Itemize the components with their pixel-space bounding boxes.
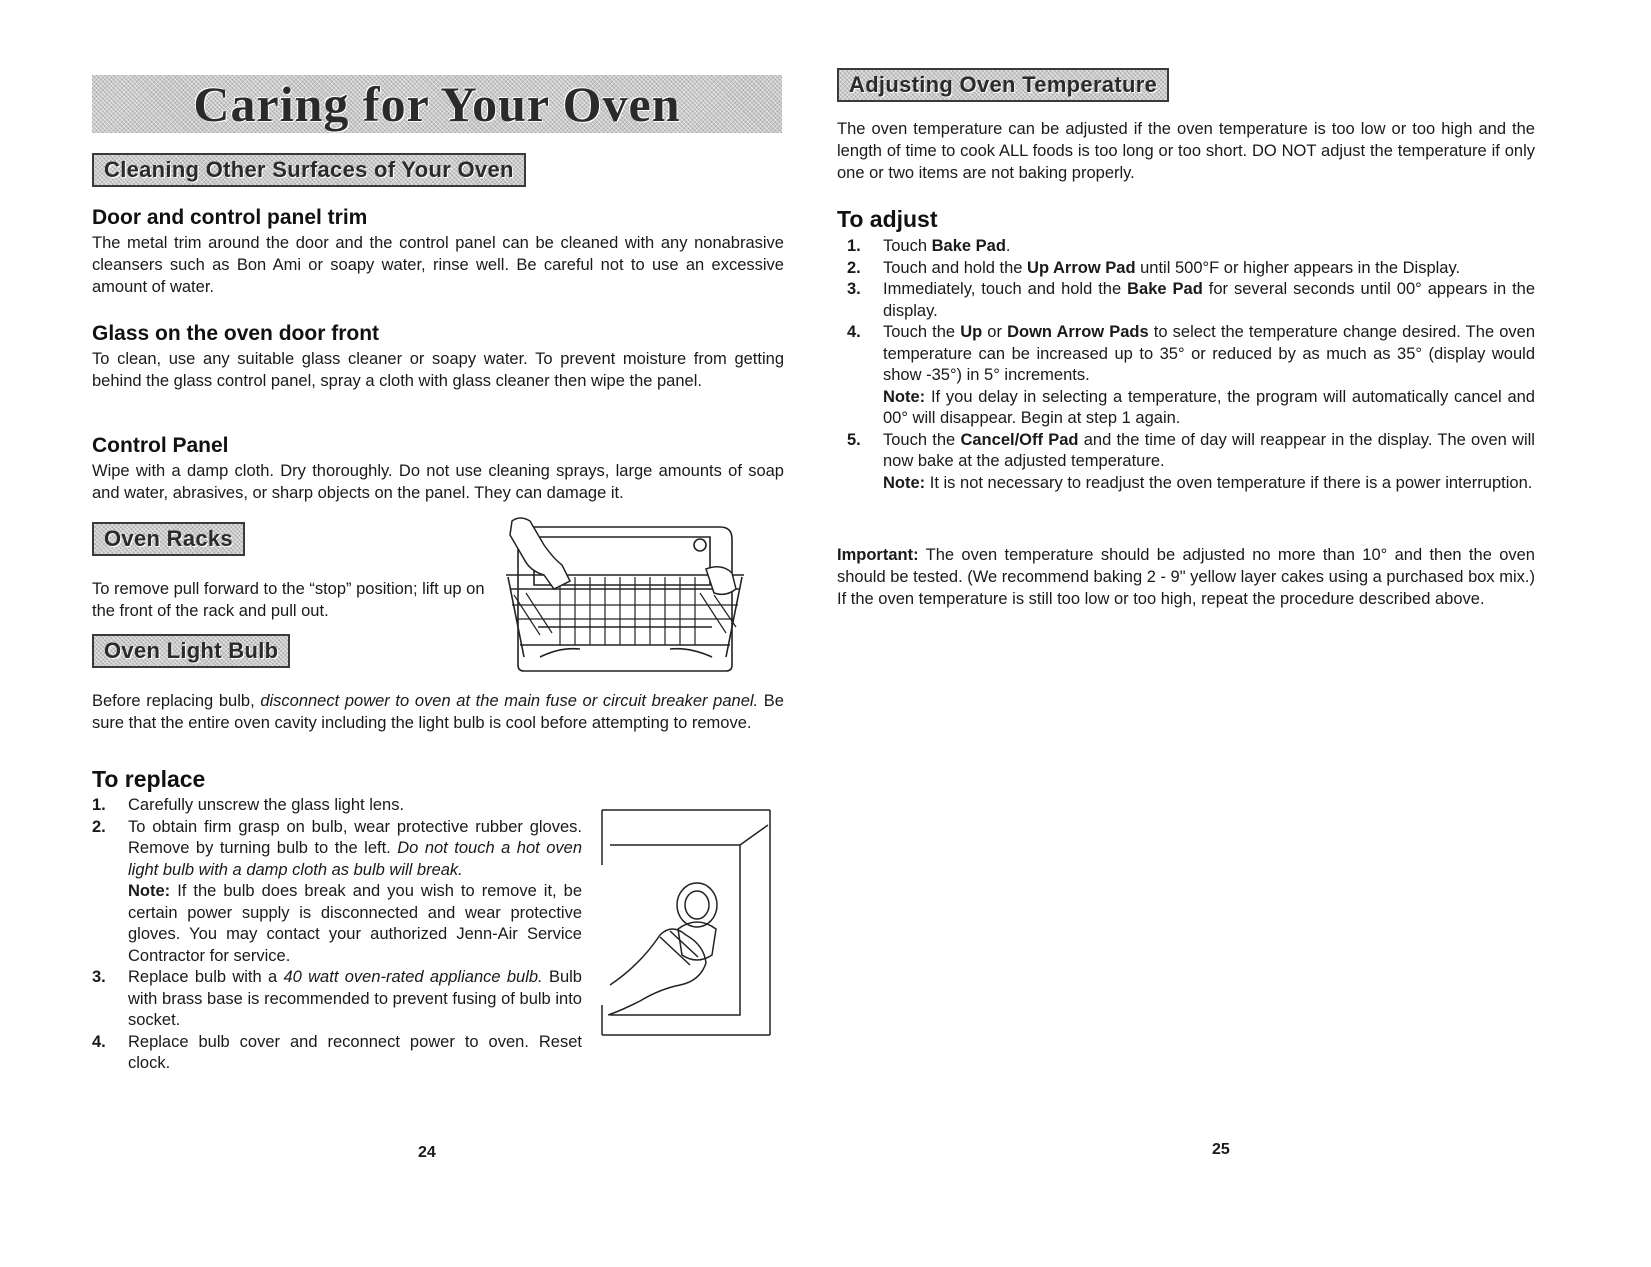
step-number: 3.: [92, 968, 106, 986]
up-arrow-pad-ref: Up Arrow Pad: [1027, 258, 1136, 277]
step-text-end: .: [1005, 237, 1011, 255]
page-title-banner: [92, 75, 782, 133]
list-item: [847, 322, 1535, 430]
step-text: To obtain firm grasp on bulb, wear protective rubber gloves. Remove by turning bulb to the left.: [128, 817, 582, 857]
bulb-intro: [92, 690, 784, 734]
step-text-end: to select the temperature change desired. The oven temperature can be increased up to 35° or reduced by as much as 35° (display would show -35°) in 5° increments.: [883, 323, 1535, 384]
step-text: Bulb with brass base is recommended to prevent fusing of bulb into socket.: [128, 968, 582, 1029]
list-item: [92, 795, 582, 817]
door-heading: Door and control panel trim: [92, 206, 368, 229]
up-pad-ref: Up: [960, 323, 983, 341]
replace-steps: [92, 795, 582, 1075]
step-number: 5.: [847, 430, 861, 449]
important-note: [837, 544, 1535, 610]
step-bulb-type: 40 watt oven-rated appliance bulb.: [283, 968, 543, 986]
note-label: Note:: [128, 882, 171, 900]
replace-heading: To replace: [92, 766, 206, 792]
adjust-steps: [847, 236, 1535, 494]
step-number: 1.: [92, 796, 106, 814]
step-text: Immediately, touch and hold the: [883, 280, 1122, 298]
list-item: [847, 279, 1535, 322]
list-item: [847, 236, 1535, 258]
step-warning: Do not touch a hot oven light bulb with a damp cloth as bulb will break.: [128, 839, 582, 879]
cancel-off-pad-ref: Cancel/Off Pad: [960, 430, 1079, 449]
step-number: 4.: [92, 1032, 106, 1051]
note-text: If the bulb does break and you wish to remove it, be certain power supply is disconnected and wear protective gloves. You may contact your authorized Jenn-Air Service Contractor for service.: [128, 882, 582, 965]
note-text: It is not necessary to readjust the oven temperature if there is a power interruption.: [929, 473, 1533, 492]
step-text: Touch the: [883, 323, 956, 341]
important-label: Important:: [837, 546, 919, 564]
bake-pad-ref: Bake Pad: [1127, 280, 1203, 298]
left-page: [0, 0, 825, 1267]
step-number: 2.: [92, 817, 106, 836]
note-label: Note:: [883, 473, 926, 492]
section-title-adjust: Adjusting Oven Temperature: [837, 68, 1169, 102]
section-title-cleaning: Cleaning Other Surfaces of Your Oven: [92, 153, 526, 187]
adjust-heading: To adjust: [837, 206, 938, 232]
control-text: Wipe with a damp cloth. Dry thoroughly. Do not use cleaning sprays, large amounts of soap and water, abrasives, or sharp objects on the panel. They can damage it.: [92, 462, 784, 502]
section-title-light-bulb: Oven Light Bulb: [92, 634, 290, 668]
note-text: If you delay in selecting a temperature, the program will automatically cancel and 00° will disappear. Begin at step 1 again.: [883, 387, 1535, 427]
bulb-intro-warning: disconnect power to oven at the main fuse or circuit breaker panel.: [260, 692, 759, 710]
bake-pad-ref: Bake Pad: [931, 237, 1006, 255]
bulb-intro-prefix: Before replacing bulb,: [92, 692, 255, 710]
step-text: Touch: [883, 237, 928, 255]
step-text-mid: or: [987, 323, 1002, 341]
step-text-end: for several seconds until 00° appears in the display.: [883, 280, 1536, 320]
bulb-intro-suffix: Be sure that the entire oven cavity including the light bulb is cool before attempting to remove.: [92, 692, 784, 732]
step-number: 2.: [847, 258, 861, 277]
door-text: The metal trim around the door and the control panel can be cleaned with any nonabrasive cleansers such as Bon Ami or soapy water, rinse well. Be careful not to use an excessive amount of water.: [92, 234, 784, 296]
light-bulb-illustration: [600, 805, 775, 1040]
section-title-racks: Oven Racks: [92, 522, 245, 556]
step-number: 4.: [847, 323, 861, 341]
glass-heading: Glass on the oven door front: [92, 322, 380, 345]
step-text: Touch the: [883, 430, 956, 449]
step-number: 1.: [847, 237, 861, 255]
step-text-end: and the time of day will reappear in the display. The oven will now bake at the adjusted temperature.: [883, 430, 1535, 470]
page-title: Caring for Your Oven: [193, 76, 681, 132]
page-number: 25: [1212, 1141, 1230, 1158]
list-item: [92, 817, 582, 968]
racks-text: To remove pull forward to the “stop” position; lift up on the front of the rack and pull out.: [92, 580, 485, 620]
adjust-intro: The oven temperature can be adjusted if the oven temperature is too low or too high and the length of time to cook ALL foods is too long or too short. DO NOT adjust the temperature if only one or two items are not baking properly.: [837, 120, 1535, 182]
oven-rack-illustration: [500, 515, 750, 675]
right-page: [825, 0, 1651, 1267]
list-item: [92, 1032, 582, 1075]
step-number: 3.: [847, 280, 861, 298]
page-number: 24: [418, 1144, 436, 1161]
step-prefix: Replace bulb with a: [128, 968, 278, 986]
glass-text: To clean, use any suitable glass cleaner or soapy water. To prevent moisture from getting behind the glass control panel, spray a cloth with glass cleaner then wipe the panel.: [92, 350, 784, 390]
down-arrow-pads-ref: Down Arrow Pads: [1007, 323, 1149, 341]
step-text: Carefully unscrew the glass light lens.: [128, 796, 405, 814]
list-item: [92, 967, 582, 1032]
list-item: [847, 430, 1535, 495]
control-heading: Control Panel: [92, 434, 229, 457]
important-text: The oven temperature should be adjusted no more than 10° and then the oven should be tested. (We recommend baking 2 - 9" yellow layer cakes using a purchased box mix.) If the oven temperature is still too low or too high, repeat the procedure described above.: [837, 546, 1535, 608]
step-text: Replace bulb cover and reconnect power to oven. Reset clock.: [128, 1032, 582, 1072]
list-item: [847, 258, 1535, 280]
step-text: Touch and hold the: [883, 258, 1023, 277]
step-text-end: until 500°F or higher appears in the Display.: [1140, 258, 1461, 277]
note-label: Note:: [883, 387, 926, 406]
